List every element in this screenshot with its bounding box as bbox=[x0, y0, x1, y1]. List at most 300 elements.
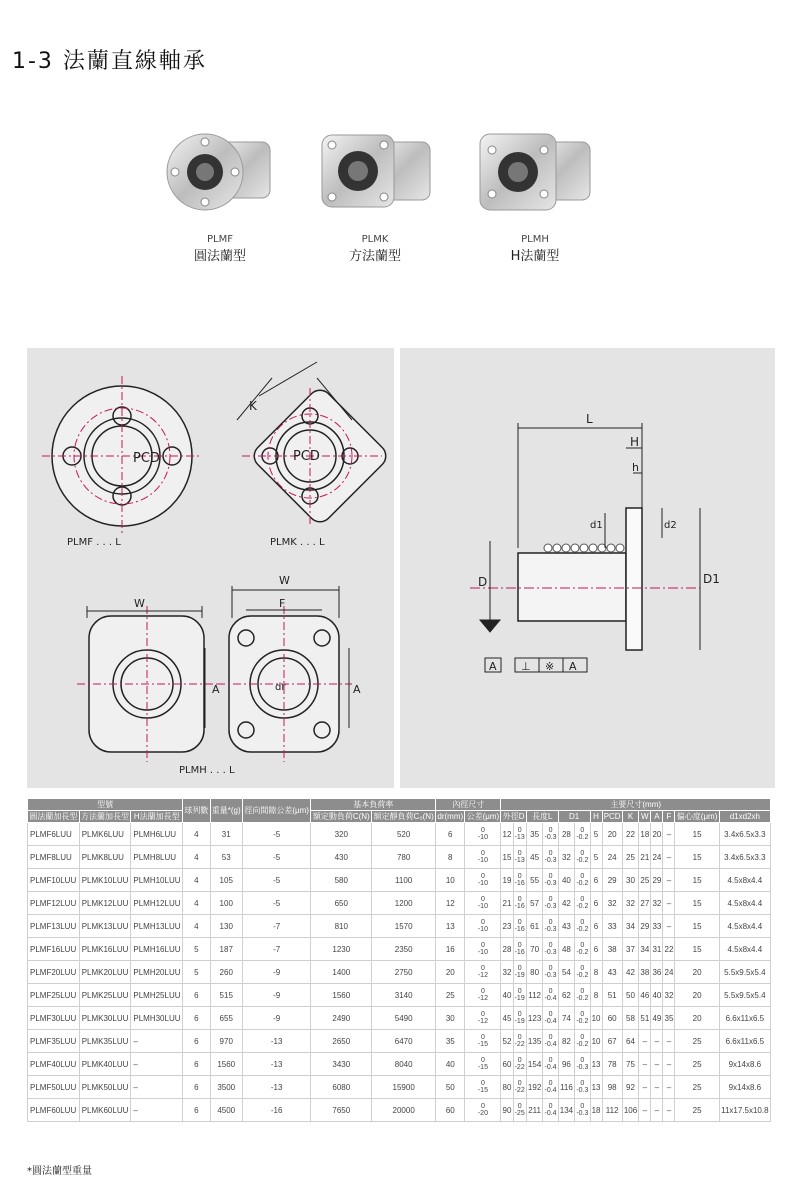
table-cell: – bbox=[639, 1076, 651, 1099]
table-cell: 21 bbox=[639, 846, 651, 869]
table-cell: 18 bbox=[590, 1099, 602, 1122]
table-cell: 5 bbox=[183, 938, 210, 961]
table-cell: 5.5x9.5x5.4 bbox=[719, 961, 770, 984]
th-load: 基本負荷率 bbox=[311, 799, 436, 811]
table-cell: 60 bbox=[436, 1099, 465, 1122]
tolerance-upper: 0 bbox=[548, 1034, 553, 1041]
fcf-symbol: ⊥ bbox=[521, 660, 531, 673]
tolerance-lower: -0.4 bbox=[544, 1110, 557, 1117]
table-cell: 10 bbox=[590, 1007, 602, 1030]
table-cell: 51 bbox=[602, 984, 622, 1007]
table-cell: 98 bbox=[602, 1076, 622, 1099]
th-radial: 徑向間隙公差(μm) bbox=[242, 799, 311, 823]
table-cell: 55 bbox=[526, 869, 543, 892]
table-cell: 80 bbox=[526, 961, 543, 984]
tolerance-upper: 0 bbox=[517, 942, 522, 949]
tolerance-cell bbox=[513, 938, 526, 961]
table-cell: 13 bbox=[590, 1053, 602, 1076]
product-code: PLMK bbox=[361, 234, 389, 245]
table-cell: 20 bbox=[651, 823, 663, 846]
table-cell: 48 bbox=[558, 938, 575, 961]
tolerance-lower: -0.4 bbox=[544, 1018, 557, 1025]
table-cell: 12 bbox=[501, 823, 513, 846]
tolerance-cell bbox=[543, 984, 558, 1007]
tolerance-lower: -0.3 bbox=[544, 834, 557, 841]
tolerance-lower: -10 bbox=[477, 857, 488, 864]
tolerance-cell bbox=[543, 1007, 558, 1030]
table-cell: 4.5x8x4.4 bbox=[719, 869, 770, 892]
tolerance-upper: 0 bbox=[580, 1080, 585, 1087]
table-cell: 9x14x8.6 bbox=[719, 1076, 770, 1099]
table-cell: 75 bbox=[622, 1053, 639, 1076]
tolerance-lower: -25 bbox=[514, 1110, 525, 1117]
tolerance-cell bbox=[513, 1030, 526, 1053]
tolerance-upper: 0 bbox=[548, 1103, 553, 1110]
table-cell: 13 bbox=[436, 915, 465, 938]
table-cell: 29 bbox=[639, 915, 651, 938]
table-row bbox=[28, 892, 771, 915]
product-plmh bbox=[455, 120, 615, 264]
table-cell: 123 bbox=[526, 1007, 543, 1030]
tolerance-lower: -16 bbox=[514, 949, 525, 956]
table-cell: PLMK10LUU bbox=[79, 869, 131, 892]
tolerance-cell bbox=[465, 1053, 501, 1076]
table-cell: 8 bbox=[590, 984, 602, 1007]
dim-h-cap: H bbox=[630, 435, 640, 449]
tolerance-upper: 0 bbox=[480, 1080, 485, 1087]
front-view-drawings bbox=[27, 348, 394, 788]
table-cell: -9 bbox=[242, 984, 311, 1007]
tolerance-cell bbox=[465, 846, 501, 869]
dim-l: L bbox=[586, 412, 593, 426]
dim-d: D bbox=[478, 575, 488, 589]
table-cell: PLMF10LUU bbox=[28, 869, 80, 892]
table-cell: – bbox=[663, 892, 675, 915]
dim-a-right: A bbox=[353, 683, 361, 696]
tolerance-cell bbox=[513, 915, 526, 938]
table-cell: 31 bbox=[210, 823, 242, 846]
tolerance-upper: 0 bbox=[517, 1080, 522, 1087]
table-cell: PLMF13LUU bbox=[28, 915, 80, 938]
table-cell: 6 bbox=[183, 1007, 210, 1030]
tolerance-cell bbox=[465, 961, 501, 984]
table-cell: PLMF35LUU bbox=[28, 1030, 80, 1053]
tolerance-lower: -12 bbox=[477, 1018, 488, 1025]
product-code: PLMH bbox=[521, 234, 549, 245]
th-round: 圓法蘭加長型 bbox=[29, 812, 78, 821]
table-cell: – bbox=[663, 846, 675, 869]
tolerance-cell bbox=[513, 1053, 526, 1076]
table-cell: 25 bbox=[675, 1076, 719, 1099]
tolerance-cell bbox=[575, 984, 590, 1007]
table-cell: PLMH16LUU bbox=[131, 938, 183, 961]
table-cell: 78 bbox=[602, 1053, 622, 1076]
table-cell: 49 bbox=[651, 1007, 663, 1030]
tolerance-cell bbox=[513, 869, 526, 892]
table-cell: 43 bbox=[602, 961, 622, 984]
tolerance-cell bbox=[575, 938, 590, 961]
tolerance-upper: 0 bbox=[580, 1034, 585, 1041]
tolerance-upper: 0 bbox=[548, 988, 553, 995]
table-cell: PLMK13LUU bbox=[79, 915, 131, 938]
tolerance-lower: -0.2 bbox=[576, 926, 589, 933]
table-cell: 3.4x6.5x3.3 bbox=[719, 823, 770, 846]
table-cell: 211 bbox=[526, 1099, 543, 1122]
tolerance-upper: 0 bbox=[548, 827, 553, 834]
table-cell: 38 bbox=[639, 961, 651, 984]
table-cell: 105 bbox=[210, 869, 242, 892]
table-cell: 520 bbox=[372, 823, 436, 846]
table-cell: 80 bbox=[501, 1076, 513, 1099]
tolerance-lower: -15 bbox=[477, 1064, 488, 1071]
table-cell: 810 bbox=[311, 915, 372, 938]
table-cell: 9x14x8.6 bbox=[719, 1053, 770, 1076]
tolerance-upper: 0 bbox=[480, 1034, 485, 1041]
table-cell: 35 bbox=[663, 1007, 675, 1030]
table-cell: 6 bbox=[590, 938, 602, 961]
tolerance-upper: 0 bbox=[580, 873, 585, 880]
table-cell: -9 bbox=[242, 961, 311, 984]
table-cell: 92 bbox=[622, 1076, 639, 1099]
tolerance-upper: 0 bbox=[480, 827, 485, 834]
table-cell: – bbox=[663, 1030, 675, 1053]
table-cell: PLMH10LUU bbox=[131, 869, 183, 892]
plmh-product-image bbox=[470, 120, 600, 230]
tolerance-lower: -0.2 bbox=[576, 995, 589, 1002]
th-outer: 外徑D bbox=[502, 812, 525, 821]
table-cell: 4 bbox=[183, 869, 210, 892]
product-code: PLMF bbox=[207, 234, 233, 245]
table-cell: 32 bbox=[558, 846, 575, 869]
table-cell: PLMK30LUU bbox=[79, 1007, 131, 1030]
th-ecc: 偏心度(μm) bbox=[676, 812, 718, 821]
tolerance-cell bbox=[543, 961, 558, 984]
tolerance-lower: -0.2 bbox=[576, 949, 589, 956]
tolerance-cell bbox=[575, 1030, 590, 1053]
th-dr: dr(mm) bbox=[437, 812, 464, 821]
th-hflange: H法蘭加長型 bbox=[131, 811, 183, 823]
tolerance-lower: -0.3 bbox=[544, 903, 557, 910]
table-cell: 135 bbox=[526, 1030, 543, 1053]
th-stat: 額定靜負荷C₀(N) bbox=[373, 812, 434, 821]
table-cell: 30 bbox=[622, 869, 639, 892]
table-cell: PLMF60LUU bbox=[28, 1099, 80, 1122]
table-cell: PLMF12LUU bbox=[28, 892, 80, 915]
tolerance-lower: -13 bbox=[514, 857, 525, 864]
table-cell: 32 bbox=[501, 961, 513, 984]
tolerance-cell bbox=[575, 1076, 590, 1099]
th-model: 型號 bbox=[28, 799, 183, 811]
table-cell: PLMK20LUU bbox=[79, 961, 131, 984]
table-row bbox=[28, 1076, 771, 1099]
table-cell: PLMF25LUU bbox=[28, 984, 80, 1007]
table-cell: 25 bbox=[436, 984, 465, 1007]
table-cell: PLMH25LUU bbox=[131, 984, 183, 1007]
th-dyn: 額定動負荷C(N) bbox=[312, 812, 370, 821]
tolerance-cell bbox=[513, 961, 526, 984]
table-cell: – bbox=[663, 915, 675, 938]
tolerance-lower: -0.3 bbox=[544, 926, 557, 933]
fcf-note: ※ bbox=[545, 660, 555, 673]
tolerance-cell bbox=[575, 1053, 590, 1076]
tolerance-lower: -0.2 bbox=[576, 1018, 589, 1025]
plmk-drawing-label: PLMK . . . L bbox=[270, 537, 325, 548]
plmf-drawing-label: PLMF . . . L bbox=[67, 537, 121, 548]
tolerance-lower: -0.3 bbox=[544, 972, 557, 979]
table-cell: 40 bbox=[558, 869, 575, 892]
table-row bbox=[28, 1099, 771, 1122]
table-cell: 6.6x11x6.5 bbox=[719, 1007, 770, 1030]
tolerance-upper: 0 bbox=[580, 988, 585, 995]
tolerance-upper: 0 bbox=[580, 965, 585, 972]
table-cell: 34 bbox=[639, 938, 651, 961]
tolerance-lower: -0.4 bbox=[544, 1064, 557, 1071]
tolerance-cell bbox=[543, 1099, 558, 1122]
tolerance-lower: -0.2 bbox=[576, 857, 589, 864]
table-cell: 3.4x6.5x3.3 bbox=[719, 846, 770, 869]
table-cell: 2650 bbox=[311, 1030, 372, 1053]
tolerance-upper: 0 bbox=[480, 1011, 485, 1018]
tolerance-lower: -0.2 bbox=[576, 972, 589, 979]
table-row bbox=[28, 823, 771, 846]
table-cell: 6080 bbox=[311, 1076, 372, 1099]
table-cell: 130 bbox=[210, 915, 242, 938]
tolerance-cell bbox=[575, 1007, 590, 1030]
th-square: 方法蘭加長型 bbox=[81, 812, 130, 821]
table-cell: 35 bbox=[436, 1030, 465, 1053]
table-cell: PLMF40LUU bbox=[28, 1053, 80, 1076]
table-cell: 2490 bbox=[311, 1007, 372, 1030]
table-cell: 28 bbox=[558, 823, 575, 846]
table-cell: 27 bbox=[639, 892, 651, 915]
table-cell: 15 bbox=[675, 869, 719, 892]
table-cell: 1230 bbox=[311, 938, 372, 961]
tolerance-upper: 0 bbox=[517, 1034, 522, 1041]
table-cell: 40 bbox=[651, 984, 663, 1007]
table-cell: PLMH8LUU bbox=[131, 846, 183, 869]
table-cell: 24 bbox=[663, 961, 675, 984]
table-cell: 24 bbox=[602, 846, 622, 869]
tolerance-lower: -16 bbox=[514, 903, 525, 910]
table-cell: 10 bbox=[590, 1030, 602, 1053]
pcd-label-plmk: PCD bbox=[293, 449, 320, 464]
tolerance-upper: 0 bbox=[480, 942, 485, 949]
table-cell: – bbox=[651, 1030, 663, 1053]
th-weight: 重量*(g) bbox=[210, 799, 242, 823]
tolerance-lower: -22 bbox=[514, 1064, 525, 1071]
table-cell: 3500 bbox=[210, 1076, 242, 1099]
tolerance-lower: -16 bbox=[514, 880, 525, 887]
dim-f: F bbox=[279, 597, 286, 610]
table-row bbox=[28, 869, 771, 892]
product-name: H法蘭型 bbox=[510, 249, 560, 264]
table-cell: 112 bbox=[526, 984, 543, 1007]
table-cell: 7650 bbox=[311, 1099, 372, 1122]
table-cell: 4 bbox=[183, 823, 210, 846]
tolerance-lower: -0.3 bbox=[576, 1087, 589, 1094]
table-cell: 1560 bbox=[210, 1053, 242, 1076]
table-cell: 28 bbox=[501, 938, 513, 961]
table-cell: 52 bbox=[501, 1030, 513, 1053]
dim-h-low: h bbox=[632, 461, 639, 474]
tolerance-lower: -0.2 bbox=[576, 903, 589, 910]
tolerance-upper: 0 bbox=[517, 850, 522, 857]
tolerance-lower: -10 bbox=[477, 949, 488, 956]
tolerance-lower: -0.3 bbox=[576, 1064, 589, 1071]
tolerance-lower: -22 bbox=[514, 1087, 525, 1094]
table-cell: -16 bbox=[242, 1099, 311, 1122]
table-cell: 6 bbox=[436, 823, 465, 846]
tolerance-cell bbox=[543, 1053, 558, 1076]
table-cell: – bbox=[663, 1053, 675, 1076]
tolerance-cell bbox=[543, 846, 558, 869]
tolerance-upper: 0 bbox=[548, 1080, 553, 1087]
table-cell: 4 bbox=[183, 915, 210, 938]
tolerance-upper: 0 bbox=[517, 1103, 522, 1110]
table-cell: 4.5x8x4.4 bbox=[719, 938, 770, 961]
table-cell: 82 bbox=[558, 1030, 575, 1053]
table-cell: 6 bbox=[590, 869, 602, 892]
table-cell: 19 bbox=[501, 869, 513, 892]
table-cell: 1200 bbox=[372, 892, 436, 915]
table-cell: 70 bbox=[526, 938, 543, 961]
dim-w-right: W bbox=[279, 574, 290, 587]
table-cell: – bbox=[651, 1053, 663, 1076]
table-cell: PLMF16LUU bbox=[28, 938, 80, 961]
tolerance-cell bbox=[513, 1007, 526, 1030]
table-cell: 2750 bbox=[372, 961, 436, 984]
tolerance-lower: -0.2 bbox=[576, 834, 589, 841]
tolerance-cell bbox=[543, 892, 558, 915]
table-cell: 18 bbox=[639, 823, 651, 846]
tolerance-cell bbox=[575, 823, 590, 846]
table-cell: 33 bbox=[602, 915, 622, 938]
table-cell: 15 bbox=[675, 823, 719, 846]
dim-d1: d1 bbox=[590, 520, 603, 531]
table-cell: PLMH30LUU bbox=[131, 1007, 183, 1030]
tolerance-cell bbox=[543, 823, 558, 846]
table-cell: – bbox=[131, 1099, 183, 1122]
table-cell: 5 bbox=[590, 823, 602, 846]
tolerance-cell bbox=[513, 892, 526, 915]
table-cell: 21 bbox=[501, 892, 513, 915]
tolerance-cell bbox=[575, 961, 590, 984]
tolerance-cell bbox=[513, 846, 526, 869]
table-cell: 6 bbox=[590, 915, 602, 938]
product-plmk bbox=[295, 120, 455, 264]
table-cell: 96 bbox=[558, 1053, 575, 1076]
tolerance-upper: 0 bbox=[480, 965, 485, 972]
table-cell: -7 bbox=[242, 915, 311, 938]
table-cell: 20 bbox=[602, 823, 622, 846]
tolerance-lower: -19 bbox=[514, 1018, 525, 1025]
table-cell: 30 bbox=[436, 1007, 465, 1030]
tolerance-cell bbox=[543, 915, 558, 938]
table-cell: 40 bbox=[501, 984, 513, 1007]
tolerance-lower: -19 bbox=[514, 995, 525, 1002]
table-cell: 38 bbox=[602, 938, 622, 961]
table-cell: 60 bbox=[501, 1053, 513, 1076]
side-view-drawing bbox=[400, 348, 775, 788]
tolerance-upper: 0 bbox=[517, 919, 522, 926]
table-cell: 20 bbox=[436, 961, 465, 984]
tolerance-upper: 0 bbox=[580, 850, 585, 857]
plmf-product-image bbox=[160, 120, 280, 230]
table-cell: 20 bbox=[675, 1007, 719, 1030]
tolerance-upper: 0 bbox=[480, 1103, 485, 1110]
side-view-panel bbox=[400, 348, 775, 788]
tolerance-upper: 0 bbox=[580, 1057, 585, 1064]
table-cell: 29 bbox=[602, 869, 622, 892]
th-bolt: d1xd2xh bbox=[719, 811, 770, 823]
page-title: 1-3 法蘭直線軸承 bbox=[12, 49, 207, 74]
tolerance-lower: -0.4 bbox=[544, 1087, 557, 1094]
th-ball-rows: 球列數 bbox=[183, 799, 210, 823]
table-cell: 8 bbox=[590, 961, 602, 984]
table-cell: 970 bbox=[210, 1030, 242, 1053]
table-cell: – bbox=[663, 823, 675, 846]
tolerance-upper: 0 bbox=[517, 1011, 522, 1018]
tolerance-lower: -10 bbox=[477, 880, 488, 887]
table-cell: -13 bbox=[242, 1076, 311, 1099]
table-cell: 134 bbox=[558, 1099, 575, 1122]
table-cell: 74 bbox=[558, 1007, 575, 1030]
footnote: *圓法蘭型重量 bbox=[27, 1166, 92, 1177]
table-cell: -13 bbox=[242, 1053, 311, 1076]
tolerance-cell bbox=[575, 846, 590, 869]
th-k: K bbox=[622, 811, 639, 823]
table-cell: 60 bbox=[602, 1007, 622, 1030]
tolerance-lower: -0.2 bbox=[576, 1041, 589, 1048]
tolerance-upper: 0 bbox=[580, 942, 585, 949]
table-cell: PLMK35LUU bbox=[79, 1030, 131, 1053]
table-cell: 31 bbox=[651, 938, 663, 961]
table-cell: 54 bbox=[558, 961, 575, 984]
table-cell: 8 bbox=[436, 846, 465, 869]
plmk-product-image bbox=[310, 120, 440, 230]
tolerance-lower: -0.3 bbox=[544, 880, 557, 887]
table-cell: PLMK6LUU bbox=[79, 823, 131, 846]
table-cell: 32 bbox=[663, 984, 675, 1007]
table-cell: PLMF6LUU bbox=[28, 823, 80, 846]
tolerance-lower: -10 bbox=[477, 926, 488, 933]
table-cell: 46 bbox=[639, 984, 651, 1007]
table-cell: -5 bbox=[242, 846, 311, 869]
table-cell: PLMK40LUU bbox=[79, 1053, 131, 1076]
table-cell: -13 bbox=[242, 1030, 311, 1053]
table-cell: PLMF8LUU bbox=[28, 846, 80, 869]
table-cell: 6 bbox=[183, 984, 210, 1007]
table-cell: -5 bbox=[242, 892, 311, 915]
table-cell: 10 bbox=[436, 869, 465, 892]
table-cell: 32 bbox=[651, 892, 663, 915]
table-cell: – bbox=[131, 1030, 183, 1053]
table-cell: -5 bbox=[242, 869, 311, 892]
tolerance-cell bbox=[465, 1076, 501, 1099]
tolerance-upper: 0 bbox=[517, 873, 522, 880]
tolerance-cell bbox=[465, 1007, 501, 1030]
table-cell: -7 bbox=[242, 938, 311, 961]
table-cell: 22 bbox=[622, 823, 639, 846]
tolerance-upper: 0 bbox=[480, 1057, 485, 1064]
table-cell: 187 bbox=[210, 938, 242, 961]
tolerance-upper: 0 bbox=[548, 919, 553, 926]
table-cell: 116 bbox=[558, 1076, 575, 1099]
tolerance-lower: -20 bbox=[477, 1110, 488, 1117]
table-row bbox=[28, 938, 771, 961]
table-cell: PLMF20LUU bbox=[28, 961, 80, 984]
table-cell: -9 bbox=[242, 1007, 311, 1030]
